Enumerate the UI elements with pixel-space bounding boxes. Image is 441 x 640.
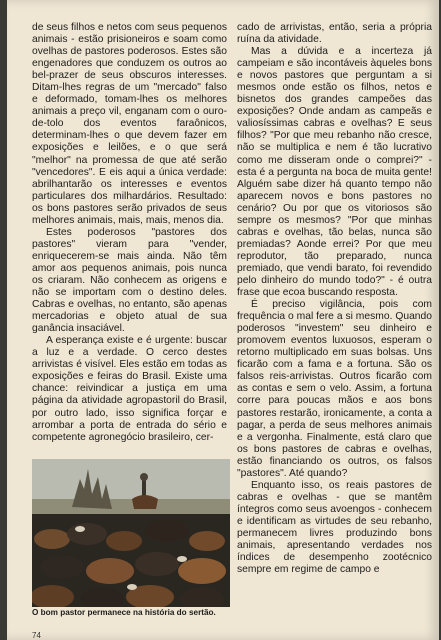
- article-column-right: [237, 22, 432, 576]
- paragraph: Enquanto isso, os reais pastores de cabras e ovelhas - que se mantêm íntegros como seus avoengos - conhecem e identificam as virtudes de seu rebanho, permanecem livres produzindo bons animais, apresentando verdades nos índices de desempenho zootécnico sempre em regime de campo e: [237, 479, 432, 576]
- paragraph: É preciso vigilância, pois com frequência o mal fere a si mesmo. Quando poderosos "investem" seu dinheiro e promovem eventos luxuosos, esperam o retorno multiplicado em suas bolsas. Uns ficarão com a fama e a fortuna. São os falsos reis-arrivistas. Outros ficarão com as contas e sem o velo. Assim, a fortuna corre para poucas mãos e aos bons pastores restarão, ironicamente, a conta a pagar, a perda de seus melhores animais e a vergonha. Finalmente, está claro que os bons pastores de cabras e ovelhas, estão financiando os outros, os falsos "pastores". Até quando?: [237, 299, 432, 479]
- paragraph: cado de arrivistas, então, seria a própria ruína da atividade.: [237, 22, 432, 46]
- herd-photo: [32, 459, 230, 607]
- photo-caption: O bom pastor permanece na história do sertão.: [32, 608, 216, 617]
- herd-photo-illustration: [32, 459, 230, 607]
- paragraph: de seus filhos e netos com seus pequenos animais - estão prisioneiros e soam como ovelhas de pastores poderosos. Estes são engenadores que conduzem os outros ao bel-prazer de seus obscuros interesses. Ditam-lhes regras de um "mercado" falso e deformado, tomam-lhes os melhores animais a preço vil, enganam com o ouro-de-tolo dos eventos faraônicos, determinam-lhes o que devem fazer em exposições e leilões, e o que será "melhor" na promessa de que até serão "vencedores". E eis aqui a única verdade: abrilhantarão os interesses e eventos particulares dos milhardários. Resultado: os bons pastores serão privados de seus melhores animais, mais, mais, menos dia.: [32, 22, 227, 226]
- paragraph: Mas a dúvida e a incerteza já campeiam e são incontáveis àqueles bons e novos pastores que perguntam a si mesmos onde estão os filhos, netos e bisnetos dos grandes campeões das exposições? Onde andam as campeãs e valiosíssimas cabras e ovelhas? E seus filhos? "Por que meu rebanho não cresce, não se multiplica e nem é tão lucrativo como me disseram onde o comprei?" - esta é a pergunta na boca de muita gente! Alguém sabe dizer há quanto tempo não aparecem novos e bons pastores no cenário? Ou por que os vitoriosos são sempre os mesmos? "Por que minhas cabras e ovelhas, tão belas, nunca são premiadas? Aonde errei? Por que meu reprodutor, tão preparado, nunca premiado, que vendi barato, foi revendido pelo dinheiro do mundo todo?" - é outra frase que ecoa buscando resposta.: [237, 46, 432, 299]
- paragraph: Estes poderosos "pastores dos pastores" vieram para "vender, enriquecerem-se mais ainda. Não têm amor aos pequenos animais, pois nunca os criaram. Não conhecem as origens e não se importam com o destino deles. Cabras e ovelhas, no entanto, são apenas mercadorias e objeto atual de sua ganância insaciável.: [32, 226, 227, 335]
- page-number: 74: [32, 631, 41, 640]
- article-column-left: [32, 22, 227, 444]
- magazine-page: [7, 0, 439, 640]
- paragraph: A esperança existe e é urgente: buscar a luz e a verdade. O cerco destes arrivistas é visível. Eles estão em todas as exposições e feiras do Brasil. Existe uma chance: reivindicar a justiça em uma página da atividade agropastoril do Brasil, por outro lado, isso significa forçar e arrombar a porta de entrada do sério e competente agronegócio brasileiro, cer-: [32, 335, 227, 443]
